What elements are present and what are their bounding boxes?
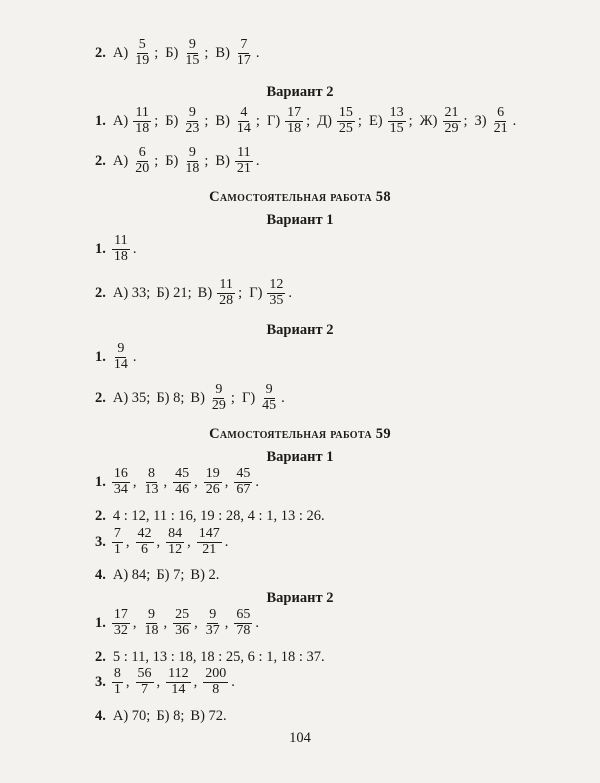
- answer-label: А) 33;: [112, 284, 151, 301]
- numerator: 11: [114, 233, 128, 248]
- answer-line: [95, 508, 560, 525]
- numerator: 19: [205, 466, 220, 481]
- punctuation: ,: [125, 673, 130, 690]
- punctuation: .: [132, 240, 137, 257]
- numerator: 16: [113, 466, 128, 481]
- fraction: [235, 106, 253, 136]
- denominator: 15: [389, 120, 404, 136]
- answer-label: Д): [317, 112, 332, 129]
- denominator: 18: [287, 120, 302, 136]
- numerator: 12: [269, 277, 284, 292]
- section-title: Самостоятельная работа 59: [209, 426, 391, 442]
- answer-line: [95, 383, 560, 413]
- answer-line: [95, 667, 560, 697]
- punctuation: ;: [357, 112, 362, 129]
- variant-heading: Вариант 1: [266, 212, 334, 228]
- answer-label: А): [112, 112, 129, 129]
- numerator: 9: [188, 145, 196, 160]
- task-number: 1.: [95, 473, 106, 490]
- fraction: [203, 667, 228, 697]
- task-number: 1.: [95, 240, 106, 257]
- fraction: [197, 527, 222, 557]
- numerator: 7: [240, 37, 248, 52]
- punctuation: ,: [156, 673, 161, 690]
- punctuation: ;: [204, 112, 209, 129]
- denominator: 18: [185, 160, 200, 176]
- answer-line: [95, 38, 560, 68]
- numerator: 8: [148, 466, 155, 481]
- fraction: [143, 467, 161, 497]
- punctuation: ,: [156, 533, 161, 550]
- denominator: 8: [212, 681, 220, 697]
- punctuation: ;: [154, 152, 159, 169]
- punctuation: ,: [163, 473, 168, 490]
- fraction: [443, 106, 461, 136]
- numerator: 7: [113, 526, 121, 541]
- punctuation: ,: [132, 614, 137, 631]
- fraction: [388, 106, 406, 136]
- fraction: [112, 527, 123, 557]
- denominator: 34: [113, 481, 128, 497]
- denominator: 28: [219, 292, 234, 308]
- punctuation: ,: [187, 533, 191, 550]
- denominator: 21: [236, 160, 251, 176]
- answer-label: З): [474, 112, 487, 129]
- answer-label: 5 : 11, 13 : 18, 18 : 25, 6 : 1, 18 : 37.: [112, 649, 325, 665]
- variant-heading: Вариант 2: [266, 322, 334, 338]
- numerator: 9: [117, 341, 125, 356]
- fraction: [166, 527, 184, 557]
- denominator: 23: [185, 120, 200, 136]
- answer-line: [95, 467, 560, 497]
- denominator: 25: [338, 120, 353, 136]
- answer-line: [95, 342, 560, 372]
- punctuation: .: [231, 673, 235, 690]
- denominator: 78: [236, 622, 251, 638]
- denominator: 18: [135, 120, 150, 136]
- fraction: [204, 467, 222, 497]
- fraction: [234, 608, 252, 638]
- numerator: 9: [209, 607, 217, 622]
- answer-label: А) 35;: [112, 389, 151, 406]
- answer-label: В) 2.: [190, 567, 220, 583]
- punctuation: ,: [132, 473, 137, 490]
- task-number: 3.: [95, 673, 106, 690]
- fraction: [133, 38, 151, 68]
- variant-heading: Вариант 2: [266, 590, 334, 606]
- answer-label: В) 72.: [190, 708, 227, 724]
- answer-label: В): [215, 112, 230, 129]
- punctuation: ,: [163, 614, 168, 631]
- fraction: [183, 38, 201, 68]
- answer-label: Ж): [419, 112, 438, 129]
- punctuation: ;: [255, 112, 260, 129]
- answer-label: В): [190, 389, 205, 406]
- denominator: 13: [144, 481, 159, 497]
- numerator: 84: [168, 526, 183, 541]
- denominator: 36: [175, 622, 190, 638]
- answer-label: Г): [249, 284, 263, 301]
- denominator: 32: [113, 622, 128, 638]
- denominator: 18: [113, 248, 128, 264]
- denominator: 20: [135, 160, 150, 176]
- denominator: 37: [205, 622, 220, 638]
- denominator: 1: [113, 541, 121, 557]
- task-number: 3.: [95, 533, 106, 550]
- punctuation: .: [255, 44, 260, 61]
- fraction: [235, 38, 253, 68]
- denominator: 14: [171, 681, 186, 697]
- task-number: 2.: [95, 389, 106, 406]
- answer-label: 4 : 12, 11 : 16, 19 : 28, 4 : 1, 13 : 26.: [112, 508, 325, 524]
- punctuation: .: [288, 284, 293, 301]
- denominator: 26: [205, 481, 220, 497]
- denominator: 29: [211, 397, 226, 413]
- answer-line: [95, 278, 560, 308]
- task-number: 1.: [95, 348, 106, 365]
- denominator: 17: [236, 52, 251, 68]
- task-number: 1.: [95, 112, 106, 129]
- answer-label: Б) 8;: [156, 389, 185, 406]
- punctuation: .: [255, 473, 259, 490]
- variant-heading: Вариант 1: [266, 449, 334, 465]
- answer-label: Б): [165, 152, 179, 169]
- denominator: 14: [113, 356, 128, 372]
- task-number: 4.: [95, 567, 106, 583]
- fraction: [285, 106, 303, 136]
- variant-heading: Вариант 2: [266, 84, 334, 100]
- denominator: 6: [141, 541, 148, 557]
- fraction: [143, 608, 161, 638]
- fraction: [173, 467, 191, 497]
- punctuation: ;: [204, 152, 209, 169]
- numerator: 6: [138, 145, 146, 160]
- punctuation: ;: [306, 112, 311, 129]
- denominator: 15: [185, 52, 200, 68]
- numerator: 9: [265, 382, 273, 397]
- denominator: 14: [236, 120, 251, 136]
- answer-label: А): [112, 44, 129, 61]
- punctuation: ,: [224, 473, 229, 490]
- task-number: 2.: [95, 152, 106, 169]
- answer-label: Б) 8;: [156, 708, 185, 724]
- punctuation: .: [512, 112, 517, 129]
- fraction: [183, 146, 201, 176]
- numerator: 112: [168, 666, 189, 681]
- punctuation: ,: [194, 473, 198, 490]
- numerator: 45: [175, 466, 190, 481]
- fraction: [133, 106, 151, 136]
- denominator: 35: [269, 292, 284, 308]
- numerator: 25: [175, 607, 190, 622]
- denominator: 12: [168, 541, 183, 557]
- denominator: 46: [175, 481, 190, 497]
- answer-label: Б): [165, 112, 179, 129]
- fraction: [112, 667, 123, 697]
- punctuation: ;: [230, 389, 235, 406]
- task-number: 2.: [95, 44, 106, 61]
- numerator: 56: [137, 666, 152, 681]
- answer-line: [95, 608, 560, 638]
- punctuation: ,: [224, 614, 229, 631]
- fraction: [267, 278, 285, 308]
- fraction: [234, 467, 252, 497]
- fraction: [136, 527, 154, 557]
- numerator: 11: [219, 277, 233, 292]
- fraction: [183, 106, 201, 136]
- task-number: 2.: [95, 508, 106, 524]
- denominator: 45: [262, 397, 277, 413]
- denominator: 7: [141, 681, 148, 697]
- fraction: [166, 667, 190, 697]
- numerator: 11: [237, 145, 251, 160]
- answer-label: В): [197, 284, 213, 301]
- punctuation: ;: [408, 112, 413, 129]
- punctuation: .: [281, 389, 285, 406]
- punctuation: .: [132, 348, 137, 365]
- numerator: 15: [338, 105, 353, 120]
- numerator: 200: [205, 666, 227, 681]
- numerator: 4: [240, 105, 248, 120]
- answer-label: Г): [266, 112, 281, 129]
- denominator: 21: [493, 120, 508, 136]
- punctuation: .: [255, 614, 259, 631]
- punctuation: ,: [125, 533, 130, 550]
- numerator: 11: [135, 105, 149, 120]
- fraction: [136, 667, 154, 697]
- numerator: 65: [236, 607, 251, 622]
- answer-label: В): [215, 152, 230, 169]
- numerator: 9: [188, 37, 196, 52]
- answer-label: А) 70;: [112, 708, 151, 724]
- answer-line: [95, 234, 560, 264]
- denominator: 18: [144, 622, 159, 638]
- punctuation: .: [224, 533, 229, 550]
- answer-label: Б) 21;: [156, 284, 192, 301]
- answer-line: [95, 527, 560, 557]
- fraction: [235, 146, 253, 176]
- task-number: 2.: [95, 284, 106, 301]
- punctuation: ,: [194, 614, 198, 631]
- answer-label: В): [215, 44, 230, 61]
- numerator: 5: [138, 37, 146, 52]
- fraction: [492, 106, 510, 136]
- numerator: 42: [137, 526, 152, 541]
- fraction: [210, 383, 228, 413]
- numerator: 45: [236, 466, 251, 481]
- punctuation: ;: [154, 44, 159, 61]
- numerator: 9: [215, 382, 223, 397]
- fraction: [217, 278, 235, 308]
- fraction: [112, 234, 130, 264]
- fraction: [112, 467, 130, 497]
- answer-line: [95, 708, 560, 725]
- fraction: [337, 106, 355, 136]
- answer-label: А) 84;: [112, 567, 151, 583]
- task-number: 1.: [95, 614, 106, 631]
- fraction: [260, 383, 278, 413]
- fraction: [133, 146, 151, 176]
- punctuation: ;: [154, 112, 159, 129]
- numerator: 17: [113, 607, 128, 622]
- answer-label: Г): [241, 389, 256, 406]
- punctuation: ;: [463, 112, 468, 129]
- numerator: 9: [148, 607, 155, 622]
- answer-line: [95, 146, 560, 176]
- answer-line: [95, 106, 560, 136]
- punctuation: ;: [238, 284, 243, 301]
- fraction: [112, 342, 130, 372]
- answer-label: Б): [165, 44, 179, 61]
- section-title: Самостоятельная работа 58: [209, 189, 391, 205]
- denominator: 19: [135, 52, 150, 68]
- numerator: 147: [198, 526, 220, 541]
- denominator: 29: [444, 120, 459, 136]
- punctuation: ;: [204, 44, 209, 61]
- answer-line: [95, 567, 560, 584]
- fraction: [204, 608, 222, 638]
- punctuation: .: [255, 152, 260, 169]
- answer-label: А): [112, 152, 129, 169]
- denominator: 1: [113, 681, 121, 697]
- page-number: 104: [289, 730, 311, 746]
- denominator: 21: [202, 541, 217, 557]
- fraction: [112, 608, 130, 638]
- numerator: 6: [497, 105, 505, 120]
- punctuation: ,: [193, 673, 198, 690]
- numerator: 13: [389, 105, 404, 120]
- task-number: 4.: [95, 708, 106, 724]
- fraction: [173, 608, 191, 638]
- task-number: 2.: [95, 649, 106, 665]
- numerator: 9: [188, 105, 196, 120]
- numerator: 17: [287, 105, 302, 120]
- denominator: 67: [236, 481, 251, 497]
- answer-label: Б) 7;: [156, 567, 185, 583]
- numerator: 8: [113, 666, 121, 681]
- numerator: 21: [444, 105, 459, 120]
- answer-label: Е): [368, 112, 383, 129]
- answer-line: [95, 649, 560, 666]
